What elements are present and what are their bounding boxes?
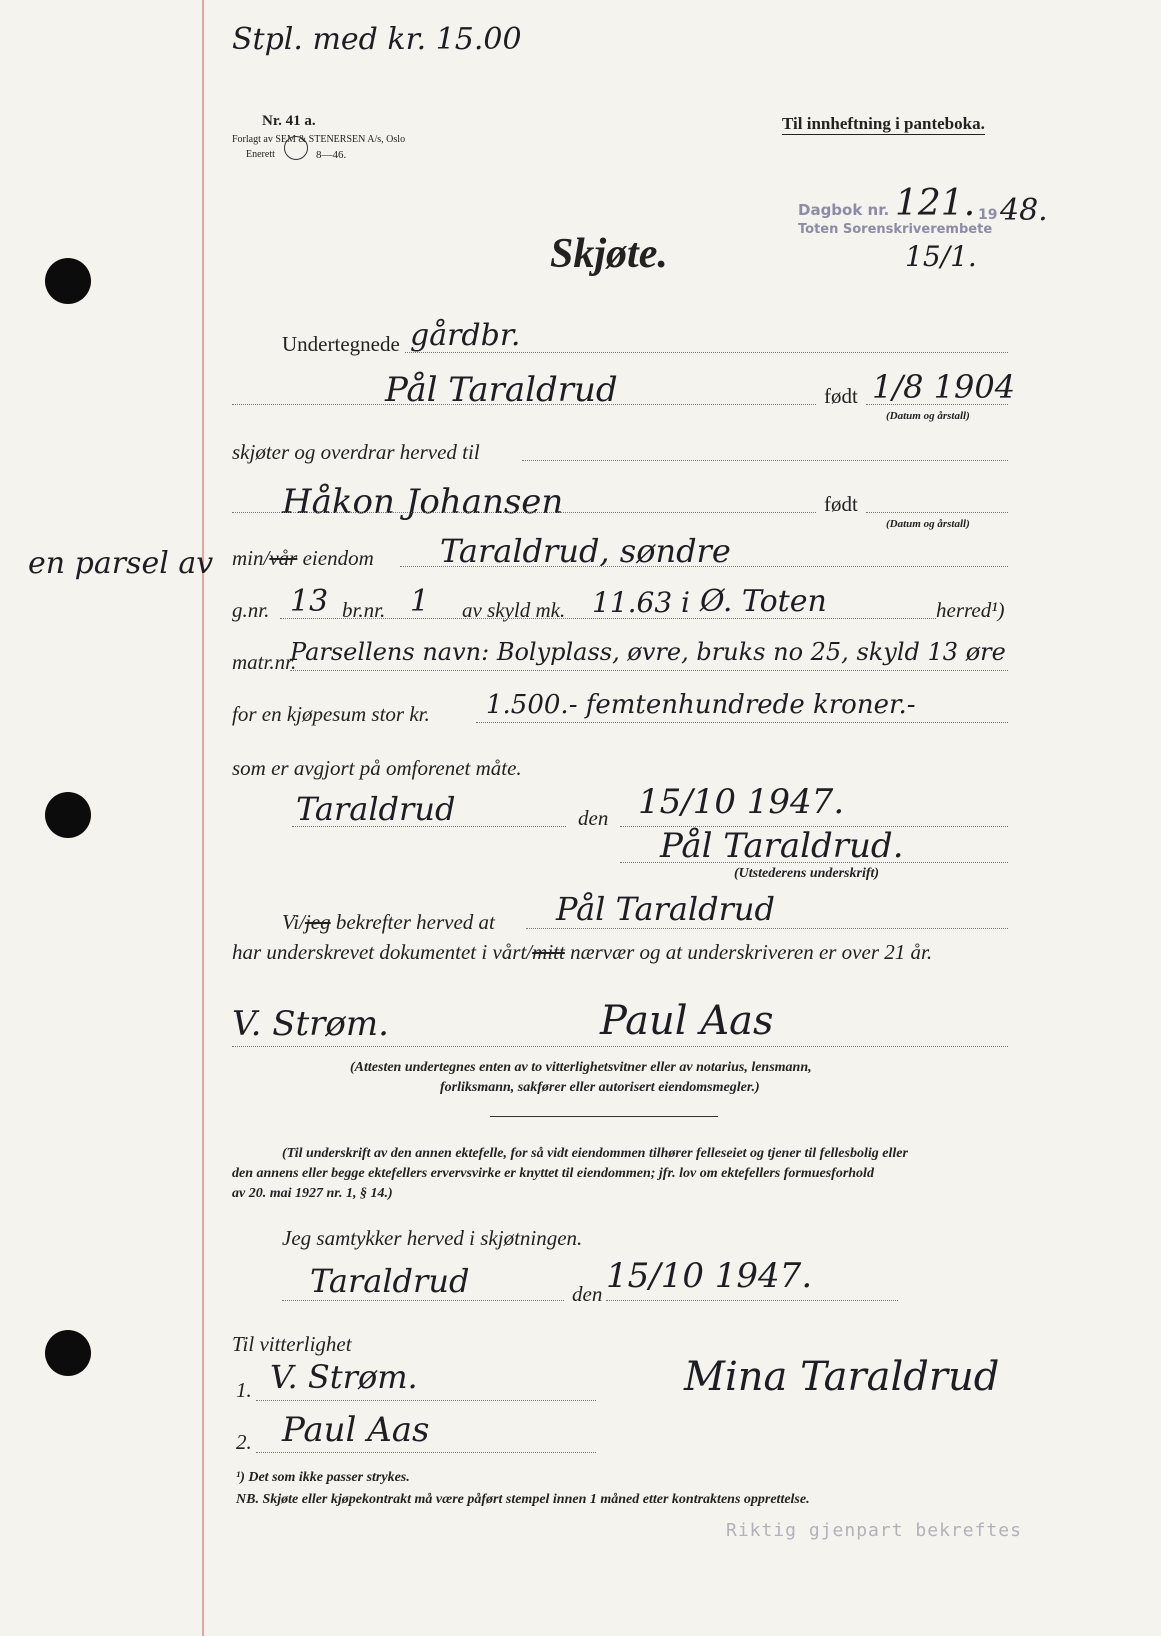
matr-value: Parsellens navn: Bolyplass, øvre, bruks no 25, skyld 13 øre [290,638,1006,666]
gnr-label: g.nr. [232,598,270,622]
witness-signature-1: V. Strøm. [232,1004,389,1044]
consent-label: Jeg samtykker herved i skjøtningen. [282,1226,583,1250]
footnote-2: NB. Skjøte eller kjøpekontrakt må være påført stempel innen 1 måned etter kontraktens opprettelse. [236,1492,810,1507]
grantor-born-value: 1/8 1904 [872,368,1016,406]
grantor-born-label: født [824,384,858,408]
grantee-born-hint: (Datum og årstall) [886,518,970,530]
witness-name-2: Paul Aas [282,1410,430,1450]
brnr-value: 1 [410,584,430,619]
publisher-line: Forlagt av SEM & STENERSEN A/s, Oslo [232,134,406,145]
herred-value: Ø. Toten [700,584,827,619]
witness-signature-2: Paul Aas [600,998,774,1044]
property-label: min/vår eiendom [232,546,374,570]
publisher-enerett: Enerett [246,149,275,160]
matr-label: matr.nr. [232,650,297,674]
issuer-signature: Pål Taraldrud. [660,826,904,866]
witness-confirm-value: Pål Taraldrud [556,890,775,928]
price-label: for en kjøpesum stor kr. [232,702,430,726]
attest-note-2: forliksmann, sakfører eller autorisert eiendomsmegler.) [440,1080,760,1095]
form-number: Nr. 41 a. [262,113,316,129]
undertegnede-value: gårdbr. [410,318,521,353]
conveys-label: skjøter og overdrar herved til [232,440,480,464]
margin-note: en parsel av [28,546,214,581]
issuer-signature-caption: (Utstederens underskrift) [734,866,880,881]
punch-hole-3 [45,1330,91,1376]
margin-line [202,0,204,1636]
place-2: Taraldrud [310,1262,470,1300]
property-value: Taraldrud, søndre [440,532,731,570]
price-value: 1.500.- femtenhundrede kroner.- [486,690,916,720]
page-title: Skjøte. [550,231,668,277]
bottom-stamp: Riktig gjenpart bekreftes [726,1520,1022,1541]
grantee-born-label: født [824,492,858,516]
spouse-note-3: av 20. mai 1927 nr. 1, § 14.) [232,1186,393,1201]
undertegnede-label: Undertegnede [282,332,400,356]
stamp-date: 15/1. [905,240,977,273]
witness-name-1: V. Strøm. [270,1358,418,1396]
grantor-born-hint: (Datum og årstall) [886,410,970,422]
witness-num-2: 2. [236,1430,252,1454]
stamp-year-prefix: 19 [978,207,998,223]
spouse-note-1: (Til underskrift av den annen ektefelle, for så vidt eiendommen tilhører felleseiet og tjener til fellesbolig eller [282,1146,908,1161]
date-2: 15/10 1947. [606,1256,813,1296]
stamp-number: 121. [895,183,976,224]
til-vitterlighet-label: Til vitterlighet [232,1332,352,1356]
divider [490,1116,718,1117]
grantee-name: Håkon Johansen [282,482,564,522]
stamp-year: 48. [1000,193,1048,228]
witness-line-2: har underskrevet dokumentet i vårt/mitt nærvær og at underskriveren er over 21 år. [232,940,933,964]
publisher-date: 8—46. [316,149,347,161]
skyld-value: 11.63 i [592,586,691,619]
grantor-name: Pål Taraldrud [385,370,618,410]
stamp-dagbok: Dagbok nr. [798,201,890,219]
den-label-1: den [578,806,609,830]
footnote-1: ¹) Det som ikke passer strykes. [236,1470,410,1485]
brnr-label: br.nr. [342,598,386,622]
place-1: Taraldrud [296,790,456,828]
attest-note-1: (Attesten undertegnes enten av to vitterlighetsvitner eller av notarius, lensmann, [350,1060,812,1075]
top-right-label: Til innheftning i panteboka. [782,114,985,133]
settled-label: som er avgjort på omforenet måte. [232,756,522,780]
punch-hole-1 [45,258,91,304]
gnr-value: 13 [290,584,329,619]
spouse-note-2: den annens eller begge ektefellers ervervsvirke er knyttet til eiendommen; jfr. lov om ektefellers formuesforhold [232,1166,874,1181]
skyld-label: av skyld mk. [462,598,566,622]
herred-label: herred¹) [936,598,1005,622]
top-note: Stpl. med kr. 15.00 [232,22,522,57]
den-label-2: den [572,1282,603,1306]
spouse-signature: Mina Taraldrud [684,1354,1000,1400]
publisher-logo-icon [284,136,308,160]
stamp-office: Toten Sorenskriverembete [798,222,993,237]
punch-hole-2 [45,792,91,838]
witness-confirm-label: Vi/jeg bekrefter herved at [282,910,495,934]
date-1: 15/10 1947. [638,782,845,822]
witness-num-1: 1. [236,1378,252,1402]
